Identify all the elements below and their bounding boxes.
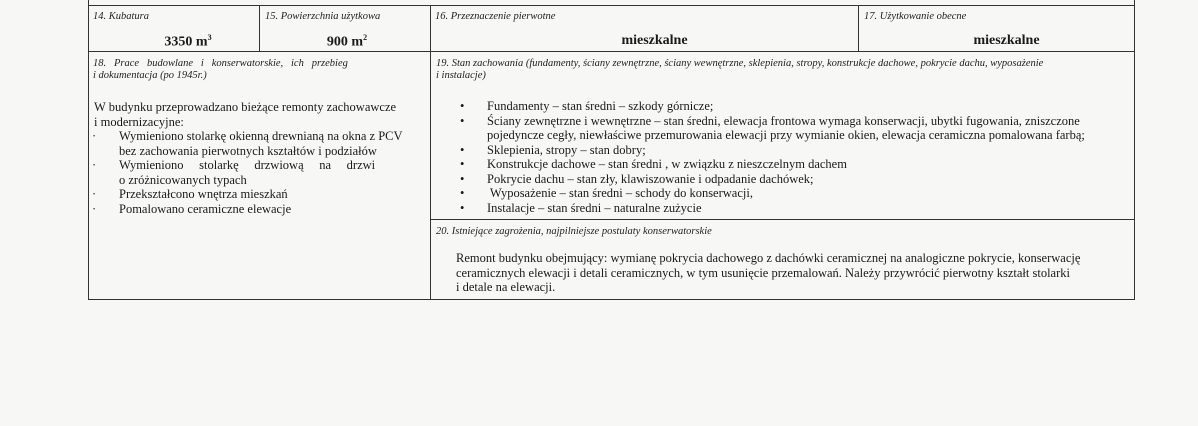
label-zagrozenia: 20. Istniejące zagrożenia, najpilniejsze postulaty konserwatorskie — [436, 226, 712, 237]
cell-przeznaczenie — [430, 5, 859, 52]
conservation-record-sheet — [88, 0, 1135, 300]
value-uzytkowanie: mieszkalne — [973, 33, 1040, 48]
list-item: • Sklepienia, stropy – stan dobry; — [460, 142, 646, 157]
list-item: • Instalacje – stan średni – naturalne zużycie — [460, 200, 702, 215]
label-prace-budowlane: 18. Prace budowlane i konserwatorskie, ich przebieg i dokumentacja (po 1945r.) — [93, 58, 348, 81]
value-kubatura: 3350 $m^3$ — [164, 33, 212, 50]
list-item: · Pomalowano ceramiczne elewacje — [92, 201, 292, 216]
cell-prace-budowlane — [88, 51, 431, 300]
list-item: • Wyposażenie – stan średni – schody do konserwacji, — [460, 186, 753, 200]
prace-list — [92, 129, 426, 216]
label-przeznaczenie: 16. Przeznaczenie pierwotne — [435, 11, 556, 22]
label-stan-zachowania: 19. Stan zachowania (fundamenty, ściany zewnętrzne, ściany wewnętrzne, sklepienia, stropy, konstrukcje dachowe, pokrycie dachu, wyposażenie i instalacje) — [436, 58, 1044, 81]
stan-list — [460, 99, 1130, 215]
list-item: · Wymieniono stolarkę okienną drewnianą na okna z PCV bez zachowania pierwotnych kształtów i podziałów — [92, 129, 403, 158]
list-item: • Pokrycie dachu – stan zły, klawiszowanie i odpadanie dachówek; — [460, 171, 814, 186]
prace-intro: W budynku przeprowadzano bieżące remonty zachowawcze i modernizacyjne: — [94, 100, 397, 129]
list-item: · Wymieniono stolarkę drzwiową na drzwi o zróżnicowanych typach — [92, 158, 376, 187]
label-powierzchnia: 15. Powierzchnia użytkowa — [265, 11, 381, 22]
list-item: · Przekształcono wnętrza mieszkań — [92, 187, 288, 201]
cell-zagrozenia — [430, 219, 1135, 300]
cell-uzytkowanie — [858, 5, 1135, 52]
value-powierzchnia: 900 $m^2$ — [326, 33, 368, 50]
label-kubatura: 14. Kubatura — [93, 11, 150, 22]
list-item: • Fundamenty – stan średni – szkody górnicze; — [460, 99, 714, 113]
value-przeznaczenie: mieszkalne — [621, 33, 688, 48]
list-item: • Konstrukcje dachowe – stan średni , w związku z nieszczelnym dachem — [460, 157, 847, 171]
cell-stan-zachowania — [430, 51, 1135, 220]
label-uzytkowanie: 17. Użytkowanie obecne — [864, 11, 967, 22]
cell-kubatura — [88, 5, 260, 52]
zagrozenia-text: Remont budynku obejmujący: wymianę pokrycia dachowego z dachówki ceramicznej na analogiczne pokrycie, konserwację ceramicznych elewacji i detali ceramicznych, w tym usunięcie przemalowań. Należy przywrócić pierwotny kształt stolarki i detale na elewacji. — [456, 251, 1081, 294]
cell-powierzchnia — [259, 5, 431, 52]
list-item: • Ściany zewnętrzne i wewnętrzne – stan średni, elewacja frontowa wymaga konserwacji, ubytki fugowania, zniszczone pojedyncze cegły, niewłaściwe przemurowania elewacji przy wymianie okien, elewacja ceramiczna pomalowana farbą; — [460, 113, 1085, 142]
